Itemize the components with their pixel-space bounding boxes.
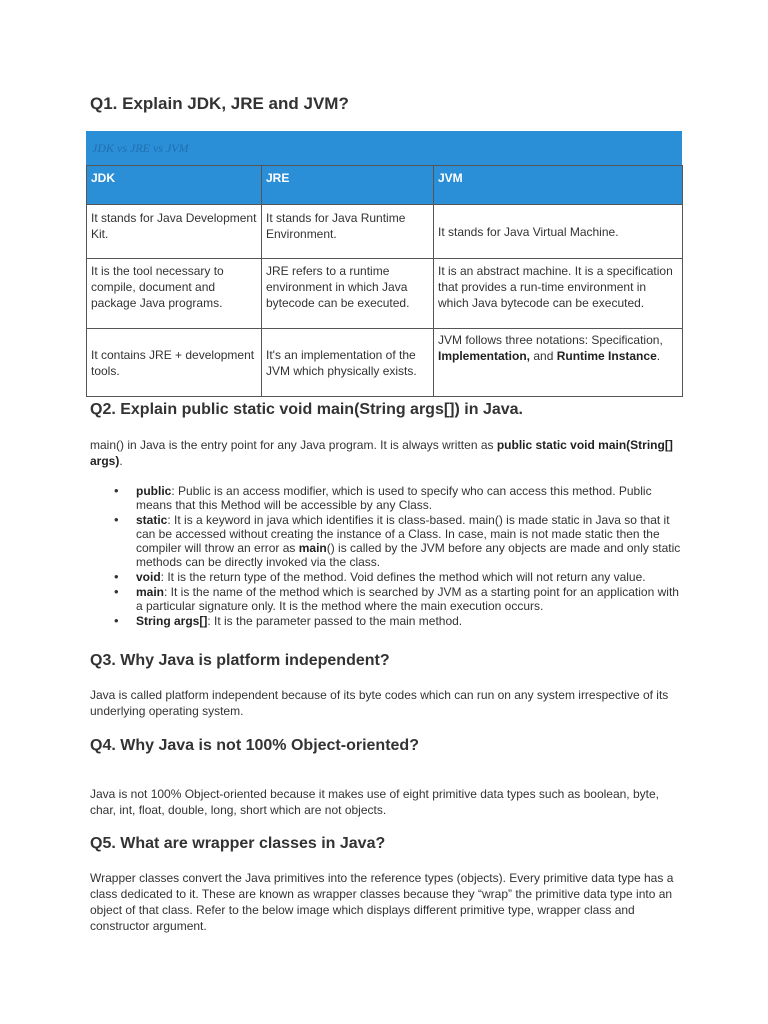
header-jre: JRE [262, 166, 434, 205]
list-text: : It is the name of the method which is searched by JVM as a starting point for an application with a particular signature only. It is the method where the main execution occurs. [136, 585, 679, 613]
list-term: main [298, 541, 327, 555]
list-term: void [136, 570, 161, 584]
table-cell: It contains JRE + development tools. [87, 329, 262, 397]
q5-body: Wrapper classes convert the Java primitives into the reference types (objects). Every primitive data type has a class dedicated to it. These are known as wrapper classes because they “wrap” the primitive data type into an object of that class. Refer to the below image which displays different primitive type, wrapper class and constructor argument. [90, 871, 674, 933]
intro-bold-signature: public static void main(String[] args) [90, 438, 673, 468]
cell-text: JVM follows three notations: Specification, [438, 333, 663, 347]
q1-heading: Q1. Explain JDK, JRE and JVM? [90, 94, 349, 113]
header-jvm: JVM [434, 166, 683, 205]
q2-bullet-list [112, 484, 682, 629]
list-text: () is called by the JVM before any objects are made and only static methods can be directly invoked via the class. [136, 541, 681, 569]
table-cell: It's an implementation of the JVM which physically exists. [262, 329, 434, 397]
comparison-table [86, 131, 682, 397]
bullet-icon: • [114, 569, 119, 584]
table-cell: It is an abstract machine. It is a specification that provides a run-time environment in which Java bytecode can be executed. [434, 259, 683, 329]
q3-heading: Q3. Why Java is platform independent? [90, 652, 390, 669]
table-row [87, 329, 683, 397]
table-cell: It is the tool necessary to compile, document and package Java programs. [87, 259, 262, 329]
q3-body: Java is called platform independent because of its byte codes which can run on any system irrespective of its underlying operating system. [90, 688, 669, 718]
list-term: public [136, 484, 172, 498]
list-item [112, 513, 682, 569]
bullet-icon: • [114, 584, 119, 599]
list-term: main [136, 585, 165, 599]
q2-intro [90, 437, 680, 469]
cell-text: and [530, 349, 557, 363]
q4-heading: Q4. Why Java is not 100% Object-oriented? [90, 737, 419, 754]
list-item [112, 614, 682, 628]
list-term: String args[] [136, 614, 208, 628]
cell-bold-runtime-instance: Runtime Instance [556, 349, 657, 363]
cell-bold-implementation: Implementation, [438, 349, 531, 363]
bullet-icon: • [114, 512, 119, 527]
header-jdk: JDK [87, 166, 262, 205]
table-row [87, 205, 683, 259]
list-item [112, 484, 682, 512]
table-header-row [87, 166, 683, 205]
jdk-jre-jvm-table [86, 165, 683, 397]
q2-heading: Q2. Explain public static void main(String args[]) in Java. [90, 401, 523, 418]
table-cell: JRE refers to a runtime environment in which Java bytecode can be executed. [262, 259, 434, 329]
q4-body: Java is not 100% Object-oriented because it makes use of eight primitive data types such as boolean, byte, char, int, float, double, long, short which are not objects. [90, 787, 659, 817]
table-row [87, 259, 683, 329]
table-cell: It stands for Java Development Kit. [87, 205, 262, 259]
intro-text: main() in Java is the entry point for any Java program. It is always written as [90, 438, 497, 452]
list-text: : It is the return type of the method. Void defines the method which will not return any value. [160, 570, 646, 584]
list-item [112, 585, 682, 613]
cell-text: . [656, 349, 661, 363]
q5-heading: Q5. What are wrapper classes in Java? [90, 835, 386, 852]
table-cell: It stands for Java Runtime Environment. [262, 205, 434, 259]
list-text: : It is a keyword in java which identifies it is class-based. main() is made static in Java so that it can be accessed without creating the instance of a Class. In case, main is not made static then the compiler will throw an error as [136, 513, 670, 555]
table-cell-jvm-notations [434, 329, 683, 397]
table-banner: JDK vs JRE vs JVM [86, 131, 682, 165]
list-text: : It is the parameter passed to the main method. [207, 614, 463, 628]
list-text: : Public is an access modifier, which is used to specify who can access this method. Public means that this Method will be accessible by any Class. [136, 484, 652, 512]
list-item [112, 570, 682, 584]
intro-text-end: . [119, 454, 123, 468]
bullet-icon: • [114, 483, 119, 498]
bullet-icon: • [114, 613, 119, 628]
list-term: static [136, 513, 168, 527]
table-cell: It stands for Java Virtual Machine. [434, 205, 683, 259]
